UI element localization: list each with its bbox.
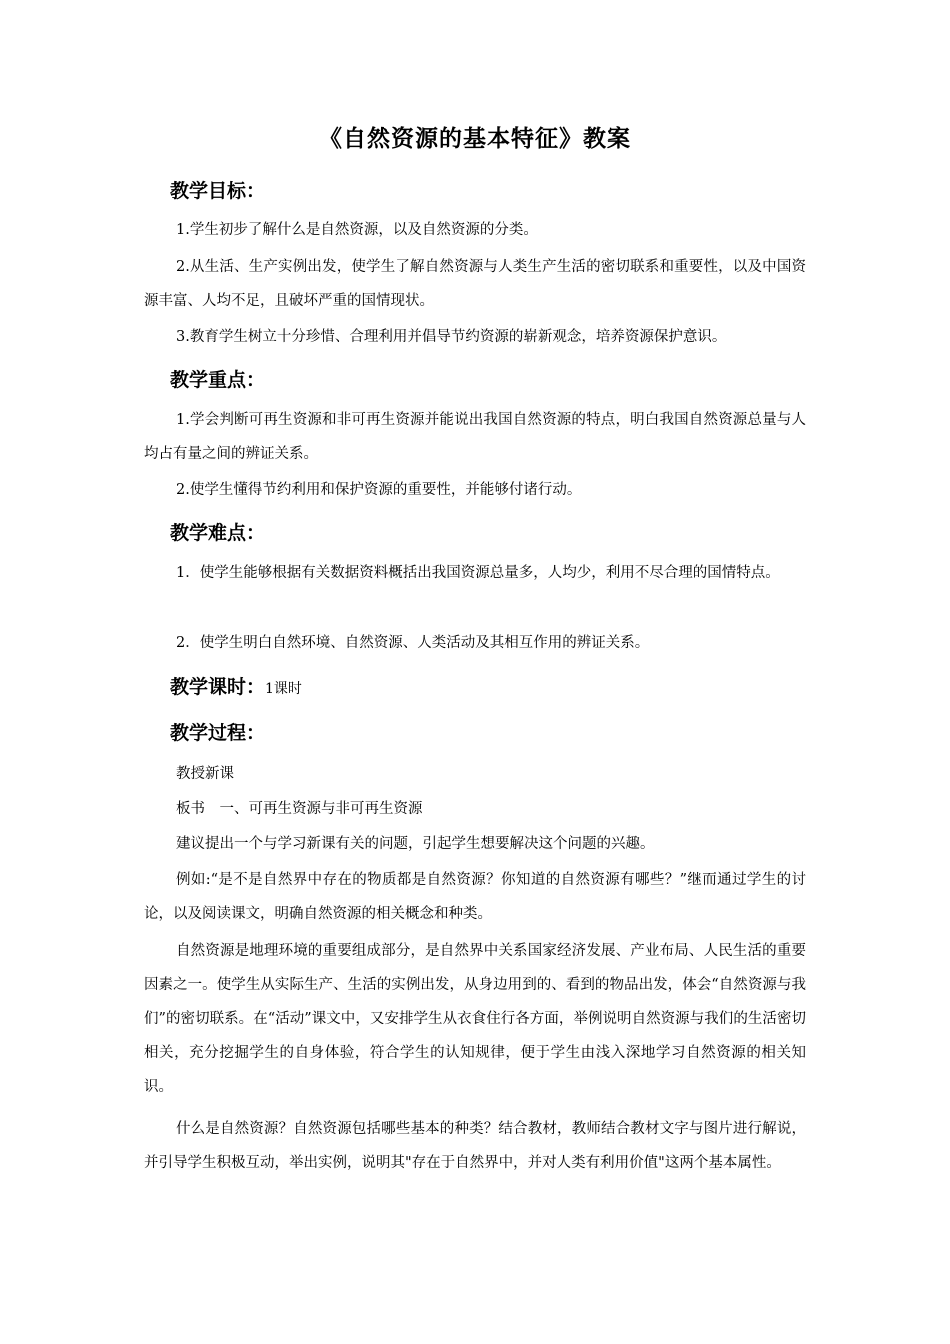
- class-hours-value: 1课时: [265, 681, 302, 697]
- objective-item: 2.从生活、生产实例出发，使学生了解自然资源与人类生产生活的密切联系和重要性，以及中国资源丰富、人均不足，且破坏严重的国情现状。: [144, 259, 806, 309]
- class-hours-heading: [170, 672, 302, 699]
- process-paragraph: 自然资源是地理环境的重要组成部分，是自然界中关系国家经济发展、产业布局、人民生活的重要因素之一。使学生从实际生产、生活的实例出发，从身边用到的、看到的物品出发，体会“自然资源与我们”的密切联系。在“活动”课文中，又安排学生从衣食住行各方面，举例说明自然资源与我们的生活密切相关，充分挖掘学生的自身体验，符合学生的认知规律，便于学生由浅入深地学习自然资源的相关知识。: [144, 943, 806, 1095]
- class-hours-label: 教学课时：: [170, 676, 266, 698]
- key-points-heading: 教学重点：: [170, 369, 266, 391]
- process-paragraph: 什么是自然资源？自然资源包括哪些基本的种类？结合教材，教师结合教材文字与图片进行解说，并引导学生积极互动，举出实例，说明其"存在于自然界中，并对人类有利用价值"这两个基本属性。: [144, 1121, 806, 1171]
- board-writing: 板书 一、可再生资源与非可再生资源: [176, 801, 423, 817]
- document-title: 《自然资源的基本特征》教案: [319, 126, 631, 152]
- key-point-item: 2.使学生懂得节约利用和保护资源的重要性，并能够付诸行动。: [176, 482, 582, 498]
- objective-item: 1.学生初步了解什么是自然资源，以及自然资源的分类。: [176, 222, 538, 238]
- difficulties-heading: 教学难点：: [170, 522, 266, 544]
- process-paragraph: 建议提出一个与学习新课有关的问题，引起学生想要解决这个问题的兴趣。: [176, 836, 655, 852]
- process-paragraph: 例如:“是不是自然界中存在的物质都是自然资源？你知道的自然资源有哪些？”继而通过学生的讨论，以及阅读课文，明确自然资源的相关概念和种类。: [144, 872, 806, 922]
- key-point-item: 1.学会判断可再生资源和非可再生资源并能说出我国自然资源的特点，明白我国自然资源总量与人均占有量之间的辨证关系。: [144, 412, 806, 462]
- objectives-heading: 教学目标：: [170, 180, 266, 202]
- difficulty-item: 2．使学生明白自然环境、自然资源、人类活动及其相互作用的辨证关系。: [176, 635, 650, 651]
- objective-item: 3.教育学生树立十分珍惜、合理利用并倡导节约资源的崭新观念，培养资源保护意识。: [176, 329, 727, 345]
- process-subheading: 教授新课: [176, 766, 234, 782]
- difficulty-item: 1．使学生能够根据有关数据资料概括出我国资源总量多，人均少，利用不尽合理的国情特点。: [176, 565, 780, 581]
- process-heading: 教学过程：: [170, 722, 266, 744]
